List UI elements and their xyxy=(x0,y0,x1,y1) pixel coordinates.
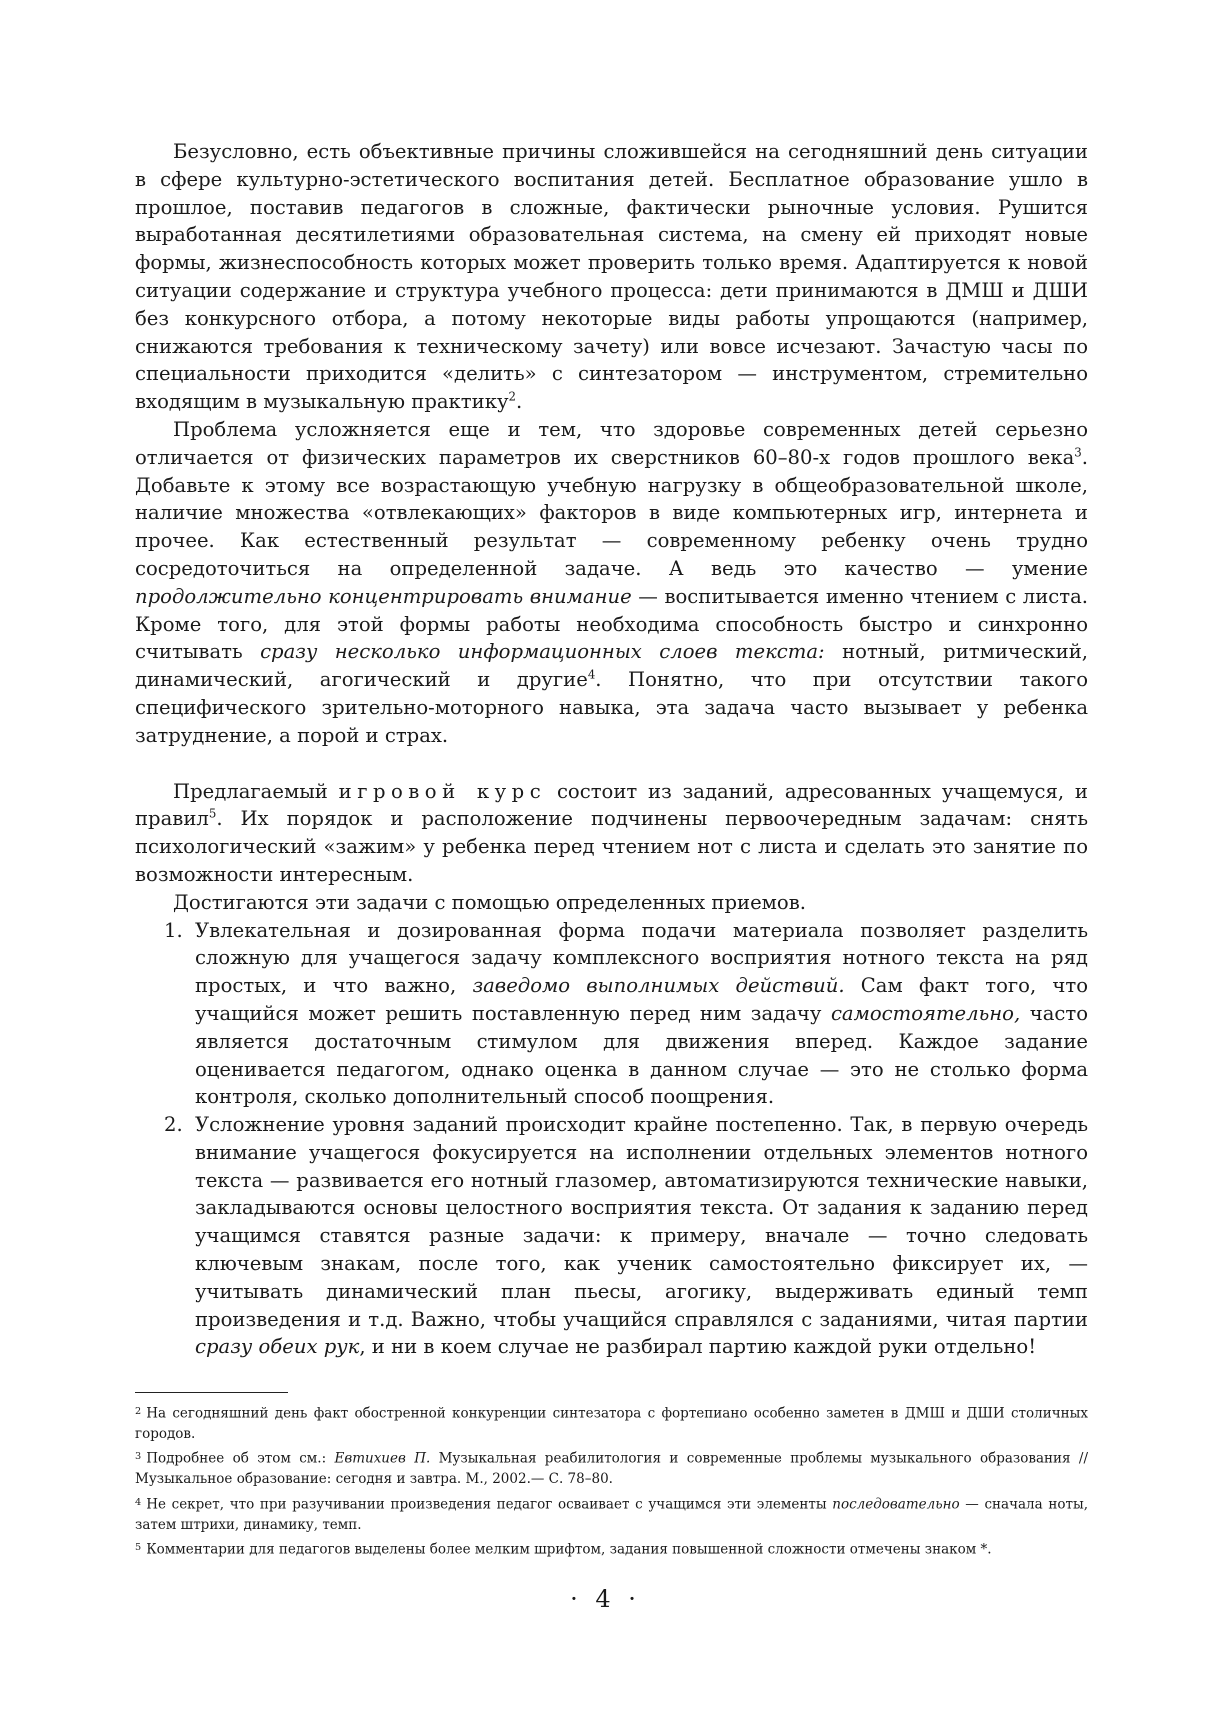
emphasis-feasible: заведомо выполнимых действий. xyxy=(472,974,845,998)
footnote-3: $^3$ Подробнее об этом см.: Евтихиев П. Музыкальная реабилитология и современные проблемы музыкального образования //Музыкальное образование: сегодня и завтра. М., 2002.— С. 78–80. xyxy=(135,1450,1088,1488)
spaced-term: игровой курс xyxy=(338,779,547,803)
list-number: 2. xyxy=(164,1113,183,1137)
footnote-5: $^5$ Комментарии для педагогов выделены более мелким шрифтом, задания повышенной сложности отмечены знаком *. xyxy=(135,1541,992,1558)
paragraph-2: Проблема усложняется еще и тем, что здоровье современных детей серьезно отличается от физических параметров их сверстников 60–80-х годов прошлого века$^3$. Добавьте к этому все возрастающую учебную нагрузку в общеобразовательной школе, наличие множества «отвлекающих» факторов в виде компьютерных игр, интернета и прочее. Как естественный результат — современному ребенку очень трудно сосредоточиться на определенной задаче. А ведь это качество — умение продолжительно концентрировать внимание — воспитывается именно чтением с листа. Кроме того, для этой формы работы необходима способность быстро и синхронно считывать сразу несколько информационных слоев текста: нотный, ритмический, динамический, агогический и другие$^4$. Понятно, что при отсутствии такого специфического зрительно-моторного навыка, эта задача часто вызывает у ребенка затруднение, а порой и страх. xyxy=(135,417,1089,747)
footnote-ref-5[interactable]: 5 xyxy=(208,806,217,821)
list-item: 1. Увлекательная и дозированная форма подачи материала позволяет разделить сложную для учащегося задачу комплексного восприятия нотного текста на ряд простых, и что важно, заведомо выполнимых действий. Сам факт того, что учащийся может решить поставленную перед ним задачу самостоятельно, часто является достаточным стимулом для движения вперед. Каждое задание оценивается педагогом, однако оценка в данном случае — это не столько форма контроля, сколько дополнительный способ поощрения. xyxy=(164,918,1088,1109)
footnote-ref-4[interactable]: 4 xyxy=(587,667,596,682)
main-text xyxy=(135,138,1088,1361)
emphasis-info-layers: сразу несколько информационных слоев текста: xyxy=(260,640,825,664)
list-item: 2. Усложнение уровня заданий происходит крайне постепенно. Так, в первую очередь внимание учащегося фокусируется на исполнении отдельных элементов нотного текста — развивается его нотный глазомер, автоматизируются технические навыки, закладываются основы целостного восприятия текста. От задания к заданию перед учащимся ставятся разные задачи: к примеру, вначале — точно следовать ключевым знакам, после того, как ученик самостоятельно фиксирует их, — учитывать динамический план пьесы, агогику, выдерживать единый темп произведения и т.д. Важно, чтобы учащийся справлялся с заданиями, читая партии сразу обеих рук, и ни в коем случае не разбирал партию каждой руки отдельно! xyxy=(164,1113,1088,1359)
emphasis-independently: самостоятельно, xyxy=(830,1001,1021,1025)
list-number: 1. xyxy=(164,918,183,942)
page-number: · 4 · xyxy=(570,1585,641,1613)
techniques-list xyxy=(135,917,1088,1362)
footnote-ref-3[interactable]: 3 xyxy=(1074,445,1082,460)
footnote-4: $^4$ Не секрет, что при разучивании произведения педагог осваивает с учащимся эти элементы последовательно — сначала ноты, затем штрихи, динамику, темп. xyxy=(135,1496,1088,1533)
footnote-divider xyxy=(135,1392,288,1393)
paragraph-3: Предлагаемый игровой курс состоит из заданий, адресованных учащемуся, и правил$^5$. Их порядок и расположение подчинены первоочередным задачам: снять психологический «зажим» у ребенка перед чтением нот с листа и сделать это занятие по возможности интересным. xyxy=(135,779,1088,886)
footnotes xyxy=(135,1402,1088,1563)
footnote-2: $^2$ На сегодняшний день факт обостренной конкуренции синтезатора с фортепиано особенно заметен в ДМШ и ДШИ столичных городов. xyxy=(135,1405,1088,1442)
paragraph-1: Безусловно, есть объективные причины сложившейся на сегодняшний день ситуации в сфере культурно-эстетического воспитания детей. Бесплатное образование ушло в прошлое, поставив педагогов в сложные, фактически рыночные условия. Рушится выработанная десятилетиями образовательная система, на смену ей приходят новые формы, жизнеспособность которых может проверить только время. Адаптируется к новой ситуации содержание и структура учебного процесса: дети принимаются в ДМШ и ДШИ без конкурсного отбора, а потому некоторые виды работы упрощаются (например, снижаются требования к техническому зачету) или вовсе исчезают. Зачастую часы по специальности приходится «делить» с синтезатором — инструментом, стремительно входящим в музыкальную практику$^2$. xyxy=(135,140,1088,414)
footnote-ref-2[interactable]: 2 xyxy=(508,389,516,404)
paragraph-4: Достигаются эти задачи с помощью определенных приемов. xyxy=(173,890,806,914)
emphasis-concentration: продолжительно концентрировать внимание xyxy=(135,584,632,608)
emphasis-both-hands: сразу обеих рук xyxy=(195,1335,360,1359)
